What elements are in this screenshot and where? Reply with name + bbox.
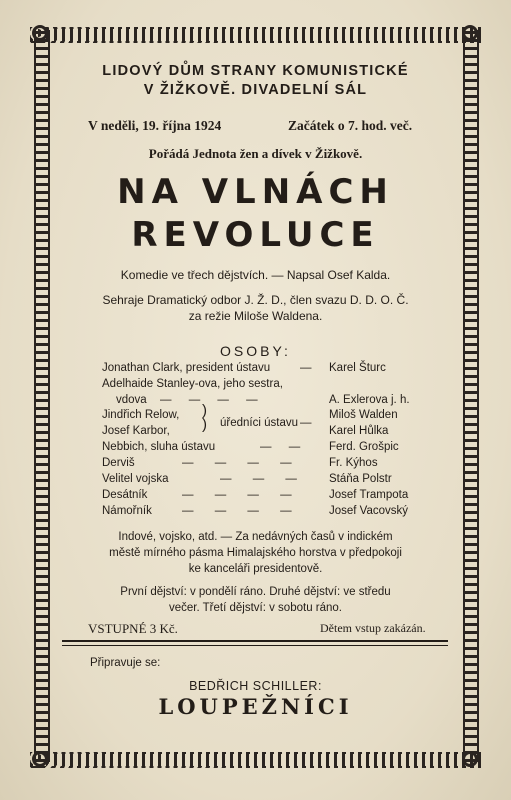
cast-dashes: — — xyxy=(260,441,301,453)
cast-role: Adelhaide Stanley-ova, jeho sestra, xyxy=(102,378,283,390)
play-subtitle: Komedie ve třech dějstvích. — Napsal Osef Kalda. xyxy=(120,268,391,282)
setting-line-2: městě mírného pásma Himalajského horstva v předpokoji xyxy=(109,547,402,559)
border-top xyxy=(30,27,481,43)
upcoming-label: Připravuje se: xyxy=(90,657,161,669)
cast-dashes: — — — xyxy=(220,473,297,485)
cast-dashes: — — — — xyxy=(160,394,258,406)
cast-role: Námořník xyxy=(102,505,152,517)
admission-price: VSTUPNÉ 3 Kč. xyxy=(88,621,178,636)
performers-line-2: za režie Miloše Waldena. xyxy=(188,309,323,323)
cast-role: Josef Karbor, xyxy=(102,425,170,437)
start-time: Začátek o 7. hod. več. xyxy=(288,118,413,133)
children-notice: Dětem vstup zakázán. xyxy=(320,621,426,635)
cast-dashes: — — — — xyxy=(182,505,292,517)
cast-dashes: — xyxy=(300,417,312,429)
border-bottom xyxy=(30,752,481,768)
acts-line-2: večer. Třetí dějství: v sobotu ráno. xyxy=(168,602,342,614)
performance-date: V neděli, 19. října 1924 xyxy=(88,118,222,133)
divider-rule-thin xyxy=(62,645,448,646)
cast-dashes: — — — — xyxy=(182,457,292,469)
divider-rule xyxy=(62,640,448,642)
venue-header xyxy=(64,62,447,100)
cast-dashes: — — — — xyxy=(182,489,292,501)
cast-role: vdova xyxy=(116,394,147,406)
cast-actor: Josef Trampota xyxy=(329,489,409,501)
border-corner-ornament xyxy=(459,748,481,770)
cast-actor: Karel Šturc xyxy=(329,362,386,374)
upcoming-author: BEDŘICH SCHILLER: xyxy=(189,679,322,693)
border-corner-ornament xyxy=(29,22,51,44)
cast-actor: Karel Hůlka xyxy=(329,425,389,437)
cast-heading: OSOBY: xyxy=(220,343,291,359)
play-title-line-2: REVOLUCE xyxy=(131,215,380,255)
setting-line-1: Indové, vojsko, atd. — Za nedávných časů v indickém xyxy=(118,531,393,543)
upcoming-title: LOUPEŽNÍCI xyxy=(158,694,353,719)
cast-actor: Miloš Walden xyxy=(329,409,398,421)
cast-role: Velitel vojska xyxy=(102,473,169,485)
cast-actor: Ferd. Grošpic xyxy=(329,441,399,453)
cast-actor: Stáňa Polstr xyxy=(329,473,392,485)
border-right xyxy=(463,30,479,762)
clerks-brace: ) ) xyxy=(202,402,207,433)
organizer-line: Pořádá Jednota žen a dívek v Žižkově. xyxy=(148,146,363,161)
clerks-label: úředníci ústavu xyxy=(220,417,298,429)
venue-line-2: V ŽIŽKOVĚ. DIVADELNÍ SÁL xyxy=(143,82,368,98)
setting-line-3: ke kanceláři presidentově. xyxy=(188,563,323,575)
cast-actor: Josef Vacovský xyxy=(329,505,409,517)
venue-line-1: LIDOVÝ DŮM STRANY KOMUNISTICKÉ xyxy=(102,63,409,79)
cast-actor: Fr. Kýhos xyxy=(329,457,378,469)
cast-dashes: — xyxy=(300,362,312,374)
cast-actor: A. Exlerova j. h. xyxy=(329,394,410,406)
performers-line-1: Sehraje Dramatický odbor J. Ž. D., člen svazu D. D. O. Č. xyxy=(102,293,409,307)
cast-role: Desátník xyxy=(102,489,148,501)
acts-line-1: První dějství: v pondělí ráno. Druhé dějství: ve středu xyxy=(120,586,391,598)
cast-role: Jonathan Clark, president ústavu xyxy=(102,362,271,374)
border-left xyxy=(34,30,50,762)
play-title-line-1: NA VLNÁCH xyxy=(117,172,394,212)
border-corner-ornament xyxy=(459,22,481,44)
cast-role: Jindřich Relow, xyxy=(102,409,180,421)
cast-role: Nebbich, sluha ústavu xyxy=(102,441,216,453)
cast-role: Derviš xyxy=(102,457,135,469)
border-corner-ornament xyxy=(29,748,51,770)
